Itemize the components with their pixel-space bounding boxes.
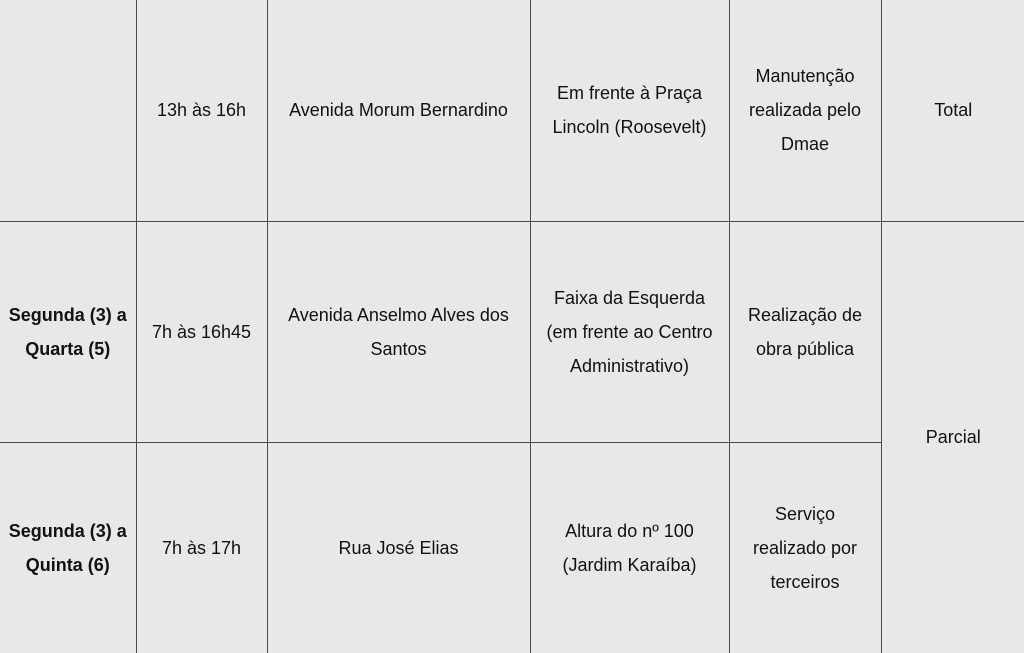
day-cell bbox=[0, 0, 136, 221]
street-cell: Avenida Morum Bernardino bbox=[267, 0, 530, 221]
street-cell: Avenida Anselmo Alves dos Santos bbox=[267, 221, 530, 442]
day-cell: Segunda (3) a Quinta (6) bbox=[0, 442, 136, 653]
location-cell: Faixa da Esquerda (em frente ao Centro Administrativo) bbox=[530, 221, 729, 442]
time-cell: 7h às 17h bbox=[136, 442, 267, 653]
table-row bbox=[0, 0, 1024, 221]
closure-type-cell: Parcial bbox=[881, 221, 1024, 653]
closure-type-cell: Total bbox=[881, 0, 1024, 221]
day-cell: Segunda (3) a Quarta (5) bbox=[0, 221, 136, 442]
location-cell: Em frente à Praça Lincoln (Roosevelt) bbox=[530, 0, 729, 221]
table-row bbox=[0, 221, 1024, 442]
reason-cell: Serviço realizado por terceiros bbox=[729, 442, 881, 653]
reason-cell: Manutenção realizada pelo Dmae bbox=[729, 0, 881, 221]
street-cell: Rua José Elias bbox=[267, 442, 530, 653]
time-cell: 13h às 16h bbox=[136, 0, 267, 221]
reason-cell: Realização de obra pública bbox=[729, 221, 881, 442]
location-cell: Altura do nº 100 (Jardim Karaíba) bbox=[530, 442, 729, 653]
time-cell: 7h às 16h45 bbox=[136, 221, 267, 442]
table-row bbox=[0, 442, 1024, 653]
